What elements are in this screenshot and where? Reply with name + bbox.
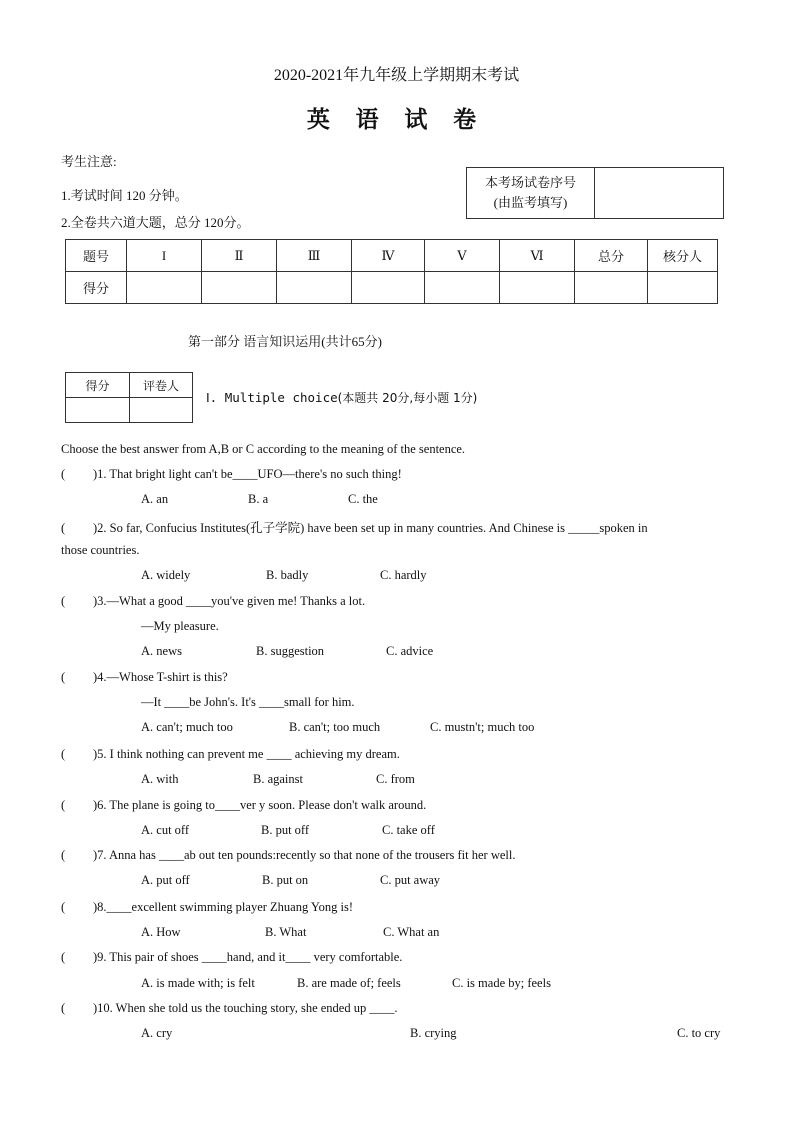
exam-title: 2020-2021年九年级上学期期末考试 — [273, 67, 520, 84]
score-header-cell: 核分人 — [648, 240, 718, 272]
option-b[interactable]: B. badly — [266, 568, 309, 582]
question-8: ( )8.____excellent swimming player Zhuang Yong is! — [61, 900, 354, 914]
section-one-name: Ⅰ. Multiple choice — [206, 390, 338, 405]
score-header-cell: Ⅵ — [500, 240, 575, 272]
question-7: ( )7. Anna has ____ab out ten pounds:recently so that none of the trousers fit her well. — [61, 848, 516, 862]
score-table — [65, 239, 718, 304]
grader-score-label: 得分 — [66, 373, 130, 398]
score-header-cell: 总分 — [575, 240, 648, 272]
option-b[interactable]: B. suggestion — [256, 644, 325, 658]
question-2-continued: those countries. — [61, 543, 140, 557]
score-cell[interactable] — [425, 272, 500, 304]
answer-blank[interactable]: ( — [61, 798, 66, 812]
score-value-row — [66, 272, 718, 304]
option-c[interactable]: C. What an — [383, 925, 440, 939]
option-a[interactable]: A. can't; much too — [141, 720, 233, 734]
option-b[interactable]: B. can't; too much — [289, 720, 381, 734]
grader-name-cell[interactable] — [130, 398, 193, 423]
score-cell[interactable] — [202, 272, 277, 304]
score-cell[interactable] — [277, 272, 352, 304]
score-header-cell: Ⅴ — [425, 240, 500, 272]
option-a[interactable]: A. news — [141, 644, 182, 658]
answer-blank[interactable]: ( — [61, 747, 66, 761]
option-a[interactable]: A. with — [141, 772, 179, 786]
section-one-title — [206, 389, 477, 406]
score-header-cell: Ⅲ — [277, 240, 352, 272]
score-cell[interactable] — [648, 272, 718, 304]
answer-blank[interactable]: ( — [61, 950, 66, 964]
option-b[interactable]: B. against — [253, 772, 303, 786]
seat-number-field[interactable] — [595, 168, 724, 219]
seat-number-label — [467, 168, 595, 219]
question-1: ( )1. That bright light can't be____UFO—there's no such thing! — [61, 467, 402, 481]
option-c[interactable]: C. hardly — [380, 568, 427, 582]
score-header-cell: Ⅳ — [352, 240, 425, 272]
grader-name-label: 评卷人 — [130, 373, 193, 398]
option-a[interactable]: A. cry — [141, 1026, 173, 1040]
question-9: ( )9. This pair of shoes ____hand, and it____ very comfortable. — [61, 950, 403, 964]
option-c[interactable]: C. from — [376, 772, 415, 786]
answer-blank[interactable]: ( — [61, 848, 66, 862]
option-b[interactable]: B. put on — [262, 873, 309, 887]
score-header-row — [66, 240, 718, 272]
option-c[interactable]: C. is made by; feels — [452, 976, 551, 990]
question-10: ( )10. When she told us the touching story, she ended up ____. — [61, 1001, 398, 1015]
seat-number-table — [466, 167, 724, 219]
instruction-text: Choose the best answer from A,B or C according to the meaning of the sentence. — [61, 442, 466, 456]
option-b[interactable]: B. a — [248, 492, 269, 506]
score-cell[interactable] — [500, 272, 575, 304]
score-cell[interactable] — [575, 272, 648, 304]
seat-label-note: (由监考填写) — [493, 195, 568, 210]
notice-heading: 考生注意: — [61, 154, 117, 169]
score-cell[interactable] — [352, 272, 425, 304]
answer-blank[interactable]: ( — [61, 900, 66, 914]
question-4: ( )4.—Whose T-shirt is this? — [61, 670, 228, 684]
option-c[interactable]: C. the — [348, 492, 378, 506]
score-cell[interactable] — [127, 272, 202, 304]
option-c[interactable]: C. advice — [386, 644, 434, 658]
notice-line-1: 1.考试时间 120 分钟。 — [61, 188, 188, 203]
option-c[interactable]: C. mustn't; much too — [430, 720, 535, 734]
answer-blank[interactable]: ( — [61, 467, 66, 481]
option-a[interactable]: A. put off — [141, 873, 190, 887]
grader-table — [65, 372, 193, 423]
answer-blank[interactable]: ( — [61, 521, 66, 535]
score-header-cell: Ⅱ — [202, 240, 277, 272]
answer-blank[interactable]: ( — [61, 670, 66, 684]
option-c[interactable]: C. put away — [380, 873, 441, 887]
option-c[interactable]: C. to cry — [677, 1026, 721, 1040]
option-b[interactable]: B. crying — [410, 1026, 457, 1040]
question-3: ( )3.—What a good ____you've given me! Thanks a lot. — [61, 594, 366, 608]
paper-title: 英 语 试 卷 — [306, 107, 487, 132]
notice-line-2: 2.全卷共六道大题，总分 120分。 — [61, 215, 250, 230]
option-a[interactable]: A. an — [141, 492, 169, 506]
score-header-cell: 题号 — [66, 240, 127, 272]
answer-blank[interactable]: ( — [61, 594, 66, 608]
section-one-note: (本题共 20分,每小题 1分) — [337, 391, 478, 405]
question-2: ( )2. So far, Confucius Institutes(孔子学院) have been set up in many countries. And Chinese is _____spoken in — [61, 521, 648, 535]
question-5: ( )5. I think nothing can prevent me ____ achieving my dream. — [61, 747, 400, 761]
option-b[interactable]: B. are made of; feels — [297, 976, 401, 990]
question-4-reply: —It ____be John's. It's ____small for him. — [141, 695, 355, 709]
option-a[interactable]: A. widely — [141, 568, 191, 582]
question-3-reply: —My pleasure. — [141, 619, 219, 633]
answer-blank[interactable]: ( — [61, 1001, 66, 1015]
score-row-label: 得分 — [66, 272, 127, 304]
score-header-cell: I — [127, 240, 202, 272]
option-c[interactable]: C. take off — [382, 823, 435, 837]
grader-score-cell[interactable] — [66, 398, 130, 423]
option-a[interactable]: A. cut off — [141, 823, 190, 837]
option-a[interactable]: A. How — [141, 925, 181, 939]
option-b[interactable]: B. put off — [261, 823, 310, 837]
option-b[interactable]: B. What — [265, 925, 307, 939]
question-6: ( )6. The plane is going to____ver y soon. Please don't walk around. — [61, 798, 427, 812]
part-one-title: 第一部分 语言知识运用(共计65分) — [188, 334, 382, 349]
seat-label-text: 本考场试卷序号 — [484, 175, 576, 190]
option-a[interactable]: A. is made with; is felt — [141, 976, 255, 990]
